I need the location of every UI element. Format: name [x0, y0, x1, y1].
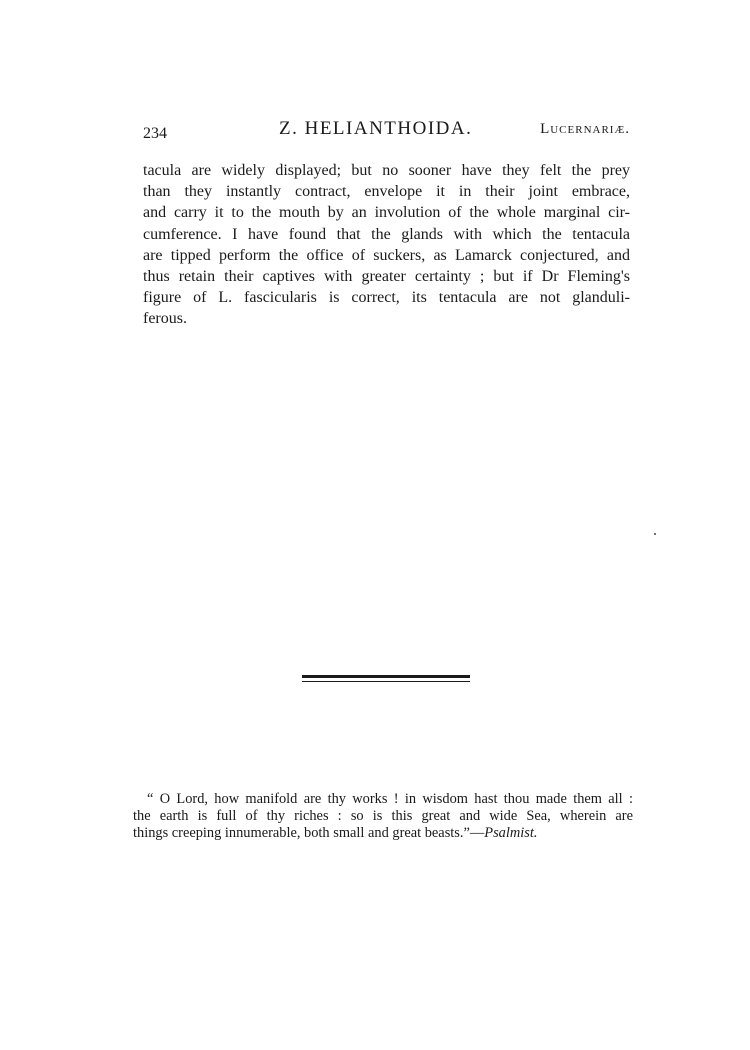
epigraph-quote [133, 791, 633, 842]
epigraph-attribution: Psalmist. [484, 825, 538, 841]
body-line: than they instantly contract, envelope it in their joint embrace, [143, 183, 630, 201]
body-line: thus retain their captives with greater certainty ; but if Dr Fleming's [143, 268, 630, 286]
divider-thin-rule [302, 681, 470, 682]
body-line: figure of L. fascicularis is correct, its tentacula are not glanduli- [143, 289, 630, 307]
section-divider [302, 675, 470, 683]
epigraph-line: “ O Lord, how manifold are thy works ! in wisdom hast thou made them all : [147, 791, 633, 807]
family-name: Lucernariæ. [540, 121, 630, 137]
section-title: Z. HELIANTHOIDA. [279, 118, 473, 139]
body-paragraph [143, 160, 630, 330]
page-number: 234 [143, 125, 167, 142]
print-speck [654, 533, 656, 535]
epigraph-line [133, 825, 633, 842]
epigraph-text: things creeping innumerable, both small and great beasts.”— [133, 825, 485, 841]
body-line: and carry it to the mouth by an involution of the whole marginal cir- [143, 204, 630, 222]
epigraph-line: the earth is full of thy riches : so is this great and wide Sea, wherein are [133, 808, 633, 824]
divider-thick-rule [302, 675, 470, 678]
running-head [143, 118, 630, 146]
body-line: ferous. [143, 310, 187, 328]
body-line: cumference. I have found that the glands with which the tentacula [143, 225, 630, 243]
body-line: are tipped perform the office of suckers, as Lamarck conjectured, and [143, 246, 630, 264]
body-line: tacula are widely displayed; but no sooner have they felt the prey [143, 162, 630, 179]
